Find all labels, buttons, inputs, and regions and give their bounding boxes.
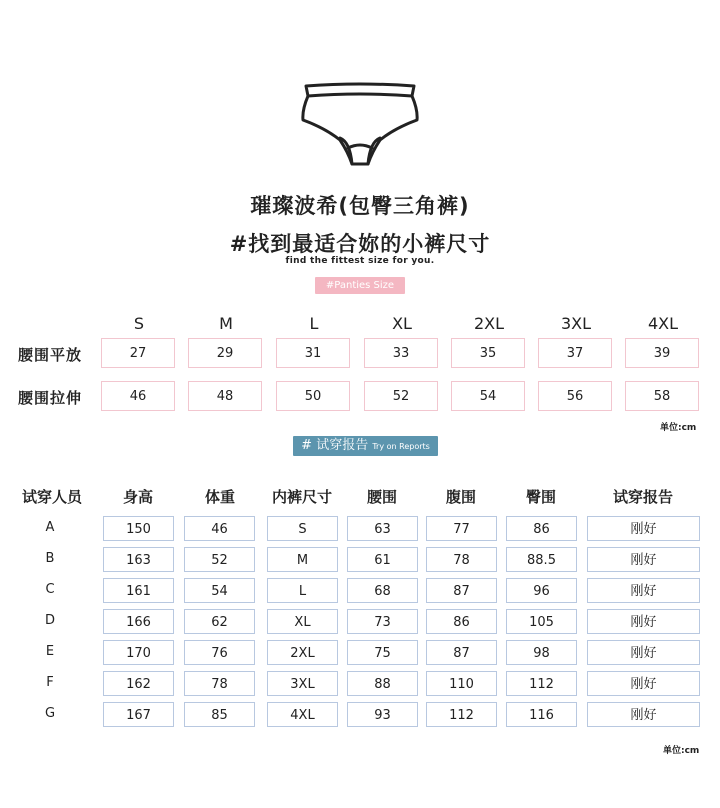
size-cell: 35 [451,338,525,368]
report-cell: 刚好 [587,640,700,665]
report-cell: S [267,516,338,541]
report-cell: M [267,547,338,572]
size-cell: 58 [625,381,699,411]
report-cell: 78 [426,547,497,572]
report-cell: 150 [103,516,174,541]
size-header: S [133,314,145,333]
report-cell: L [267,578,338,603]
report-cell: 87 [426,578,497,603]
report-column-header: 试穿人员 [21,488,82,506]
size-guide-heading: #找到最适合妳的小裤尺寸 [229,232,491,256]
tester-label: D [44,613,55,628]
report-column-header: 体重 [204,488,235,506]
report-column-header: 内裤尺寸 [271,488,332,506]
tester-label: B [45,551,55,566]
report-cell: XL [267,609,338,634]
report-cell: 76 [184,640,255,665]
report-cell: 52 [184,547,255,572]
report-cell: 86 [506,516,577,541]
tester-label: C [45,582,55,597]
report-cell: 87 [426,640,497,665]
size-cell: 37 [538,338,612,368]
report-cell: 166 [103,609,174,634]
size-cell: 31 [276,338,350,368]
report-cell: 46 [184,516,255,541]
report-column-header: 腹围 [445,488,476,506]
report-cell: 161 [103,578,174,603]
report-column-header: 试穿报告 [612,488,673,506]
report-cell: 105 [506,609,577,634]
report-column-header: 身高 [122,488,153,506]
report-unit-label: 单位:cm [663,746,700,756]
size-header: 4XL [647,314,679,333]
report-column-header: 腰围 [366,488,397,506]
tester-label: A [45,520,55,535]
try-on-reports-tag [293,436,438,456]
report-cell: 163 [103,547,174,572]
report-cell: 刚好 [587,578,700,603]
report-cell: 110 [426,671,497,696]
tester-label: E [45,644,55,659]
report-cell: 112 [506,671,577,696]
report-cell: 61 [347,547,418,572]
report-cell: 2XL [267,640,338,665]
size-unit-label: 单位:cm [660,423,697,433]
size-header: 3XL [560,314,592,333]
report-cell: 刚好 [587,516,700,541]
report-tag-sub: Try on Reports [372,442,430,451]
size-cell: 46 [101,381,175,411]
size-cell: 39 [625,338,699,368]
report-cell: 170 [103,640,174,665]
size-row-label: 腰围平放 [18,346,83,364]
size-header: M [219,314,233,333]
size-header: XL [392,314,412,333]
report-cell: 112 [426,702,497,727]
report-cell: 刚好 [587,671,700,696]
report-cell: 98 [506,640,577,665]
tester-label: F [46,675,54,690]
size-cell: 27 [101,338,175,368]
report-cell: 88 [347,671,418,696]
report-cell: 刚好 [587,609,700,634]
size-guide-subtitle: find the fittest size for you. [285,256,435,266]
size-cell: 56 [538,381,612,411]
report-cell: 刚好 [587,702,700,727]
report-cell: 85 [184,702,255,727]
size-cell: 29 [188,338,262,368]
size-cell: 52 [364,381,438,411]
report-cell: 93 [347,702,418,727]
report-cell: 3XL [267,671,338,696]
panties-icon [300,80,420,170]
report-cell: 88.5 [506,547,577,572]
report-cell: 75 [347,640,418,665]
report-cell: 86 [426,609,497,634]
product-title: 璀璨波希(包臀三角裤) [250,194,470,218]
report-cell: 116 [506,702,577,727]
report-cell: 54 [184,578,255,603]
panties-size-tag: #Panties Size [315,277,405,294]
report-cell: 167 [103,702,174,727]
report-cell: 刚好 [587,547,700,572]
report-cell: 162 [103,671,174,696]
report-cell: 4XL [267,702,338,727]
report-cell: 73 [347,609,418,634]
report-cell: 77 [426,516,497,541]
size-cell: 50 [276,381,350,411]
tester-label: G [44,706,56,721]
report-cell: 68 [347,578,418,603]
size-header: L [309,314,319,333]
size-cell: 33 [364,338,438,368]
size-cell: 54 [451,381,525,411]
size-row-label: 腰围拉伸 [18,389,83,407]
report-cell: 62 [184,609,255,634]
report-cell: 63 [347,516,418,541]
size-header: 2XL [473,314,505,333]
report-cell: 96 [506,578,577,603]
report-tag-main: # 试穿报告 [301,438,369,453]
report-cell: 78 [184,671,255,696]
report-column-header: 臀围 [525,488,556,506]
size-cell: 48 [188,381,262,411]
